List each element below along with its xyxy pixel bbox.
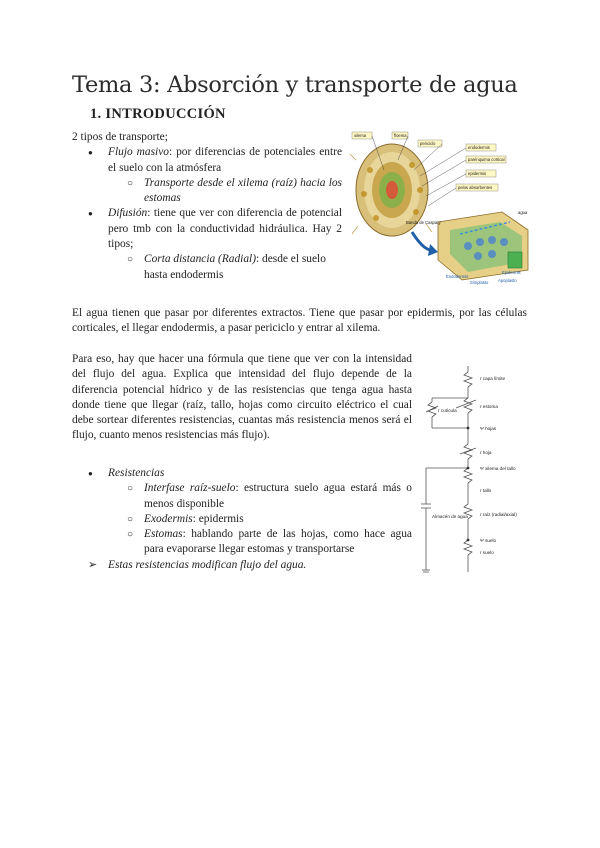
bullet-text: : tiene que ver con diferencia de potencial pero tmb con la conductividad hidráulica. Hay 2 tipos;: [108, 207, 342, 251]
circuit-label: r raíz (radial/axial): [480, 512, 517, 517]
list-item: [72, 145, 342, 176]
sub-bullet-text: : desde el suelo hasta endodermis: [144, 253, 326, 281]
root-label: Epidermis: [502, 270, 521, 275]
root-label: xilema: [354, 133, 367, 138]
sub-bullet-text: : estructura suelo agua estará más o menos disponible: [144, 482, 412, 510]
circuit-label: Ψ hojas: [480, 426, 497, 431]
intro-text: 2 tipos de transporte;: [72, 131, 168, 143]
root-label: Endodermis: [446, 274, 469, 279]
section-heading: 1. INTRODUCCIÓN: [90, 106, 226, 122]
root-label: epidermis: [468, 171, 487, 176]
circuit-label: r hoja: [480, 450, 492, 455]
sub-bullet-term: Interfase raíz-suelo: [144, 482, 236, 495]
list-item: [72, 512, 412, 527]
list-item: [72, 466, 412, 481]
sub-bullet-term: Estomas: [144, 528, 183, 541]
bullet-term: Flujo masivo: [108, 146, 169, 159]
sub-bullet-text: : hablando parte de las hojas, como hace agua para evaporarse llegar estomas y transportarse: [144, 528, 412, 556]
bullet-text: : por diferencias de potenciales entre el suelo con la atmósfera: [108, 146, 342, 174]
list-item: [72, 206, 342, 252]
root-label: Banda de Caspary: [406, 220, 441, 225]
list-item: [72, 558, 412, 573]
paragraph-1: El agua tienen que pasar por diferentes extractos. Tiene que pasar por epidermis, por las células corticales, el llegar endodermis, a pasar periciclo y entrar al xilema.: [72, 307, 527, 335]
root-label: parénquima cortical: [468, 157, 505, 162]
sub-bullet-text: Transporte desde el xilema (raíz) hacia los estomas: [144, 176, 342, 205]
list-item: [72, 176, 342, 207]
list-item: [72, 527, 412, 558]
circuit-label: Ψ suelo: [480, 538, 497, 543]
sub-bullet-term: Corta distancia (Radial): [144, 253, 257, 266]
root-label: pelos absorbentes: [458, 185, 493, 190]
resistances-list: [72, 466, 412, 573]
circuit-label: r cutícula: [438, 408, 457, 413]
circuit-label: r capa límite: [480, 376, 506, 381]
root-label: endodermis: [468, 145, 490, 150]
circuit-label: r tallo: [480, 488, 492, 493]
root-label: floema: [394, 133, 407, 138]
paragraph-2: Para eso, hay que hacer una fórmula que tiene que ver con la intensidad del flujo del agua. Explica que intensidad del flujo depende de la diferencia potencial hídrico y de las resistencias que tenga agua hasta donde tiene que llegar (raíz, tallo, hojas como circuito eléctrico el cual debe sortear diferentes resistencias, cuantas más resistencia menos será el flujo, cuanto menos resistencias más flujo).: [72, 353, 412, 442]
root-label: Apoplasto: [498, 278, 517, 283]
circuit-label: r suelo: [480, 550, 494, 555]
sub-bullet-term: Exodermis: [144, 512, 193, 525]
intro-block: [72, 130, 342, 283]
root-label: agua: [518, 210, 528, 215]
bullet-term: Resistencias: [108, 467, 165, 479]
circuit-label: Ψ xilema del tallo: [480, 466, 516, 471]
list-item: [72, 252, 342, 283]
water-circuit-diagram: [418, 364, 534, 578]
list-item: [72, 481, 412, 512]
circuit-label: r estoma: [480, 404, 498, 409]
root-label: Simplasto: [470, 280, 489, 285]
bullet-term: Difusión: [108, 207, 148, 220]
sub-bullet-text: : epidermis: [192, 512, 244, 525]
root-label: periciclo: [420, 141, 436, 146]
circuit-label: Almacén de agua: [432, 514, 468, 519]
transport-list: [72, 145, 342, 283]
arrow-note: Estas resistencias modifican flujo del agua.: [108, 558, 307, 571]
root-cross-section-figure: [350, 130, 530, 288]
page-title: Tema 3: Absorción y transporte de agua: [72, 72, 518, 98]
resistances-block: [72, 466, 412, 573]
